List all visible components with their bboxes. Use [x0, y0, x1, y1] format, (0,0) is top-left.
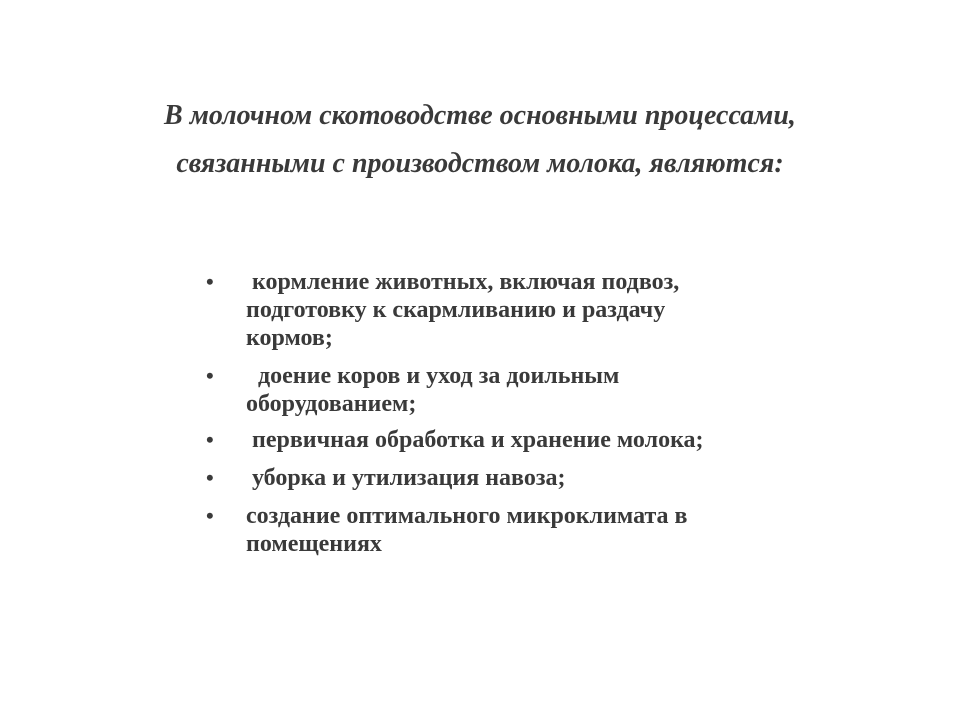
bullet-text-line: помещениях: [246, 531, 382, 557]
bullet-icon: •: [206, 269, 214, 294]
bullet-icon: •: [206, 503, 214, 528]
slide-title-line-1: В молочном скотоводстве основными процессами,: [164, 100, 796, 131]
slide-title-line-2: связанными с производством молока, являются:: [176, 148, 784, 179]
bullet-item-milking: [206, 362, 896, 418]
bullet-item-feeding: [206, 268, 896, 352]
bullet-item-processing: [206, 426, 896, 454]
bullet-icon: •: [206, 363, 214, 388]
bullet-text-line: создание оптимального микроклимата в: [246, 503, 688, 529]
slide-title: [40, 92, 920, 188]
bullet-list: [206, 268, 896, 568]
bullet-text-line: уборка и утилизация навоза;: [246, 465, 566, 491]
bullet-item-manure: [206, 464, 896, 492]
bullet-text-line: подготовку к скармливанию и раздачу: [246, 297, 666, 323]
bullet-item-microclimate: [206, 502, 896, 558]
bullet-icon: •: [206, 465, 214, 490]
bullet-text-line: кормление животных, включая подвоз,: [246, 269, 680, 295]
bullet-text-line: первичная обработка и хранение молока;: [246, 427, 704, 453]
bullet-text-line: кормов;: [246, 325, 333, 351]
bullet-icon: •: [206, 427, 214, 452]
bullet-text-line: доение коров и уход за доильным: [246, 363, 620, 389]
bullet-text-line: оборудованием;: [246, 391, 417, 417]
